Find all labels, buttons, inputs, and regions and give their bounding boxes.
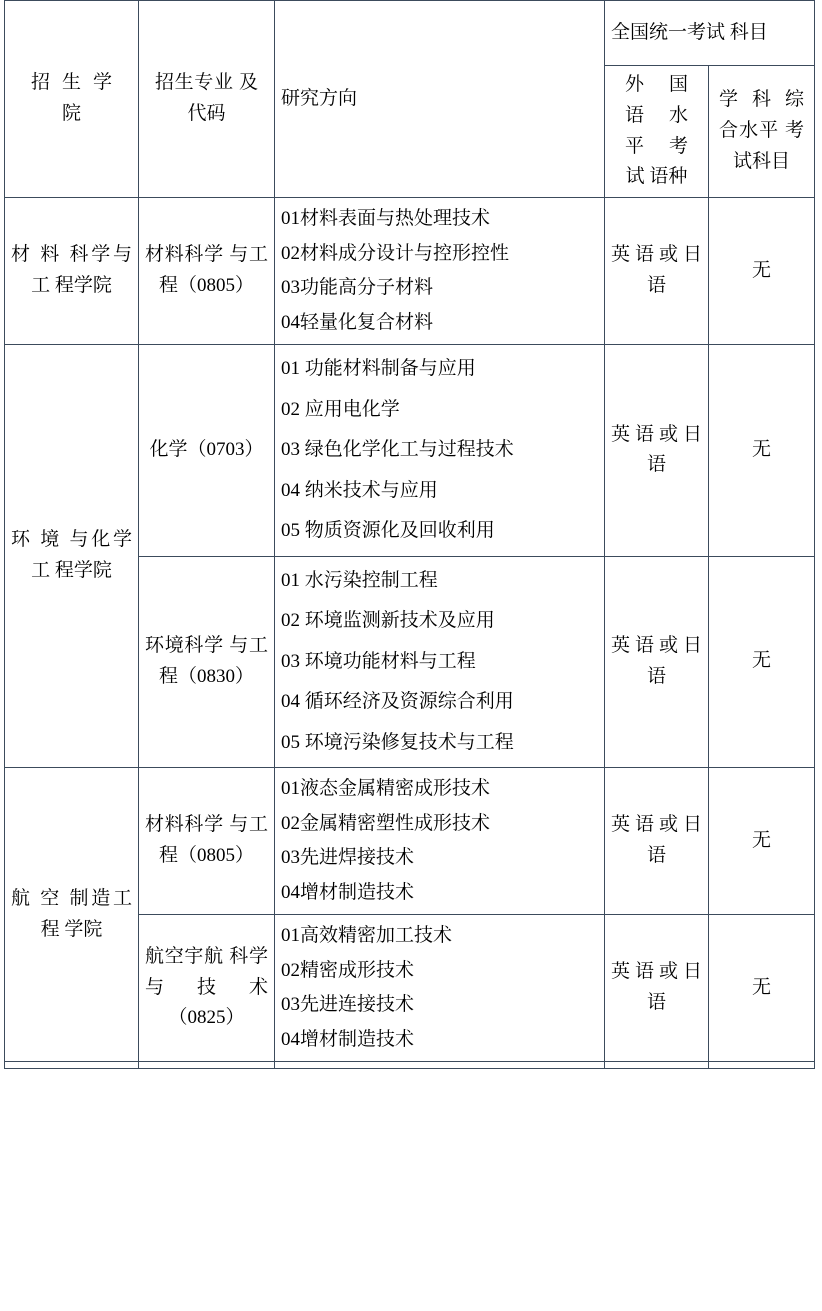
cell-foreign-language: 英 语 或 日 语 [605,768,709,915]
direction-line: 03功能高分子材料 [281,277,434,299]
direction-line: 02 环境监测新技术及应用 [281,610,495,632]
cell-college: 材 料 科学与工 程学院 [5,198,139,345]
direction-line: 05 环境污染修复技术与工程 [281,731,514,753]
direction-line: 03先进焊接技术 [281,847,415,869]
direction-line: 02金属精密塑性成形技术 [281,812,491,834]
cell-directions [275,345,605,557]
cell-directions [275,556,605,768]
direction-line: 02 应用电化学 [281,398,400,420]
direction-line: 04 纳米技术与应用 [281,479,438,501]
cell-foreign-language: 英 语 或 日 语 [605,556,709,768]
direction-line: 01 水污染控制工程 [281,569,438,591]
direction-line: 04 循环经济及资源综合利用 [281,691,514,713]
cell-foreign-language: 英 语 或 日 语 [605,915,709,1062]
direction-line: 03 环境功能材料与工程 [281,650,476,672]
cell-major: 材料科学 与工程（0805） [139,198,275,345]
direction-line: 01液态金属精密成形技术 [281,778,491,800]
header-direction: 研究方向 [275,1,605,198]
cell-major: 材料科学 与工程（0805） [139,768,275,915]
direction-line: 03 绿色化学化工与过程技术 [281,439,514,461]
cell-college: 航 空 制造工程 学院 [5,768,139,1062]
cell-subject-exam-partial [709,1062,815,1069]
cell-subject-exam: 无 [709,768,815,915]
table-row [5,198,815,345]
direction-line: 05 物质资源化及回收利用 [281,520,495,542]
direction-line: 01材料表面与热处理技术 [281,208,491,230]
direction-line: 01高效精密加工技术 [281,925,453,947]
table-header-row-1 [5,1,815,66]
direction-line: 03先进连接技术 [281,994,415,1016]
cell-major: 航空宇航 科学与技术 （0825） [139,915,275,1062]
cell-directions [275,768,605,915]
cell-college-partial [5,1062,139,1069]
header-foreign-language: 外 国 语 水 平 考 试 语种 [605,66,709,198]
direction-line: 04增材制造技术 [281,1028,415,1050]
header-exam-group: 全国统一考试 科目 [605,1,815,66]
table-row-partial [5,1062,815,1069]
header-major: 招生专业 及代码 [139,1,275,198]
cell-major-partial [139,1062,275,1069]
cell-subject-exam: 无 [709,345,815,557]
header-subject-exam: 学 科 综合水平 考试科目 [709,66,815,198]
cell-foreign-language: 英 语 或 日 语 [605,198,709,345]
table-row [5,768,815,915]
direction-line: 04增材制造技术 [281,881,415,903]
cell-subject-exam: 无 [709,198,815,345]
cell-foreign-language-partial [605,1062,709,1069]
header-college: 招 生 学院 [5,1,139,198]
cell-major: 环境科学 与工程（0830） [139,556,275,768]
cell-directions-partial [275,1062,605,1069]
direction-line: 02材料成分设计与控形控性 [281,242,510,264]
table-row [5,345,815,557]
admissions-table [4,0,815,1069]
cell-subject-exam: 无 [709,556,815,768]
cell-college: 环 境 与化学工 程学院 [5,345,139,768]
cell-directions [275,915,605,1062]
direction-line: 02精密成形技术 [281,959,415,981]
cell-subject-exam: 无 [709,915,815,1062]
cell-foreign-language: 英 语 或 日 语 [605,345,709,557]
cell-major: 化学（0703） [139,345,275,557]
cell-directions [275,198,605,345]
direction-line: 04轻量化复合材料 [281,311,434,333]
direction-line: 01 功能材料制备与应用 [281,358,476,380]
